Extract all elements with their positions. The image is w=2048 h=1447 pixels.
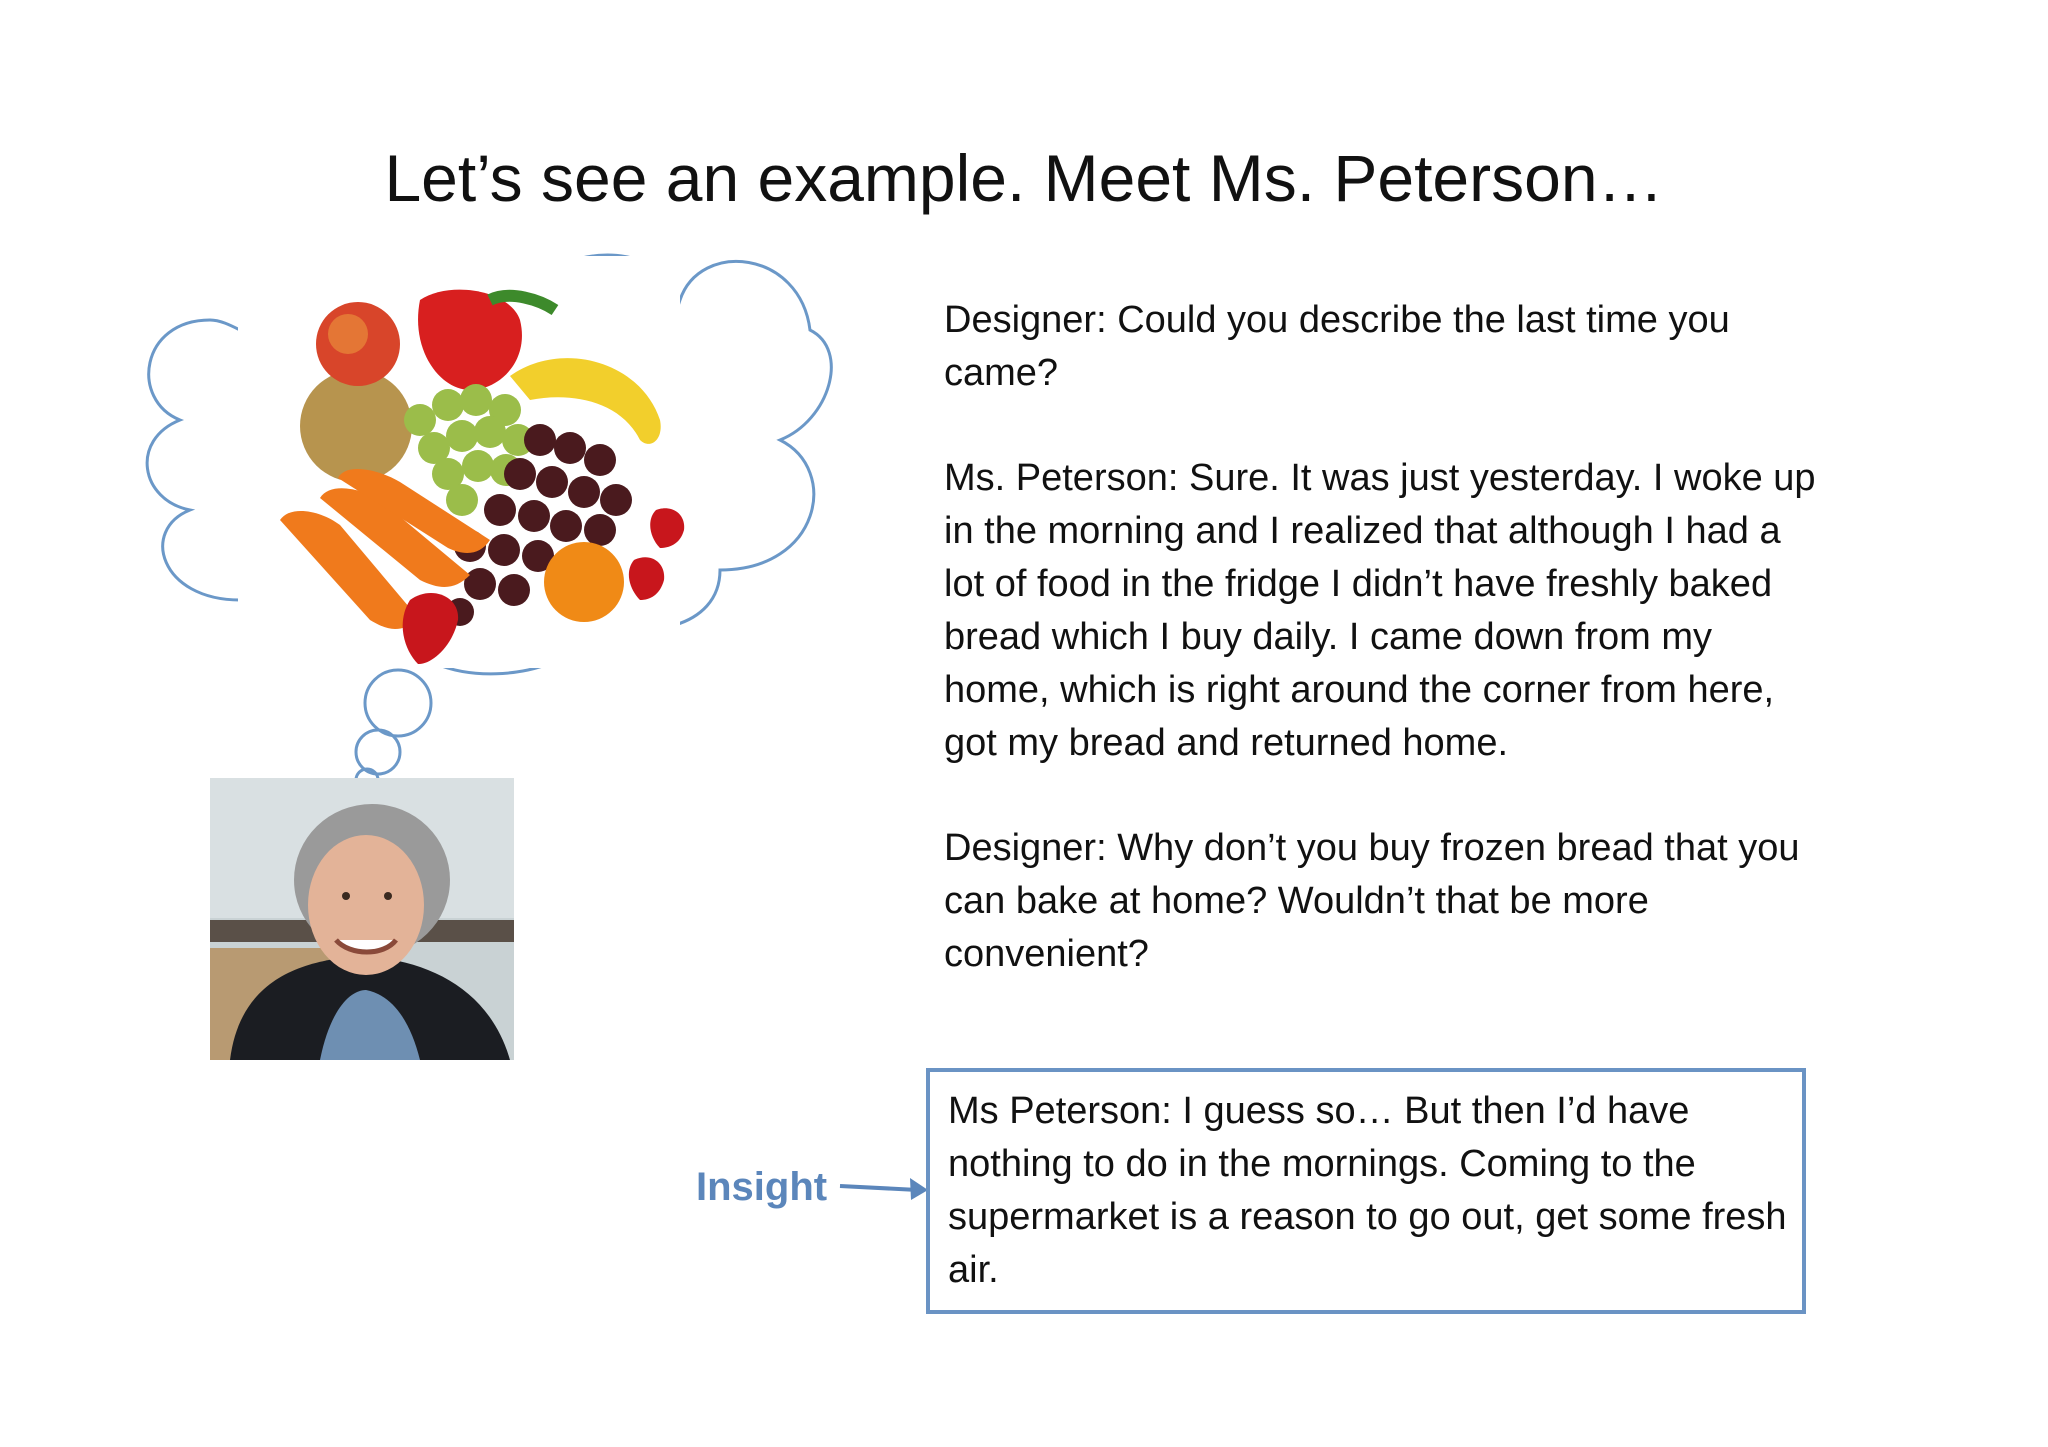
insight-label: Insight <box>696 1165 828 1209</box>
arrow-right-icon <box>840 1178 928 1200</box>
thought-bubbles-icon <box>356 670 431 791</box>
slide-title: Let’s see an example. Meet Ms. Peterson… <box>384 141 1664 215</box>
dialogue-line-peterson-1: Ms. Peterson: Sure. It was just yesterday. I woke up in the morning and I realized that although I had a lot of food in the fridge I didn’t have freshly baked bread which I buy daily. I came down from my home, which is right around the corner from here, got my bread and returned home. <box>944 457 1816 764</box>
potato-shape <box>300 370 412 482</box>
dialogue-line-designer-2: Designer: Why don’t you buy frozen bread that you can bake at home? Wouldn’t that be more convenient? <box>944 827 1800 975</box>
dialogue-gap <box>944 400 1824 452</box>
elderly-woman-photo <box>210 778 514 1060</box>
dialogue-gap <box>944 770 1824 822</box>
interview-dialogue <box>944 294 1824 981</box>
fruit-vegetables-image <box>238 256 684 668</box>
orange-shape <box>544 542 624 622</box>
insight-quote-text: Ms Peterson: I guess so… But then I’d have nothing to do in the mornings. Coming to the supermarket is a reason to go out, get some fresh air. <box>948 1090 1787 1291</box>
insight-quote-box <box>926 1068 1806 1314</box>
dialogue-line-designer-1: Designer: Could you describe the last time you came? <box>944 299 1730 394</box>
